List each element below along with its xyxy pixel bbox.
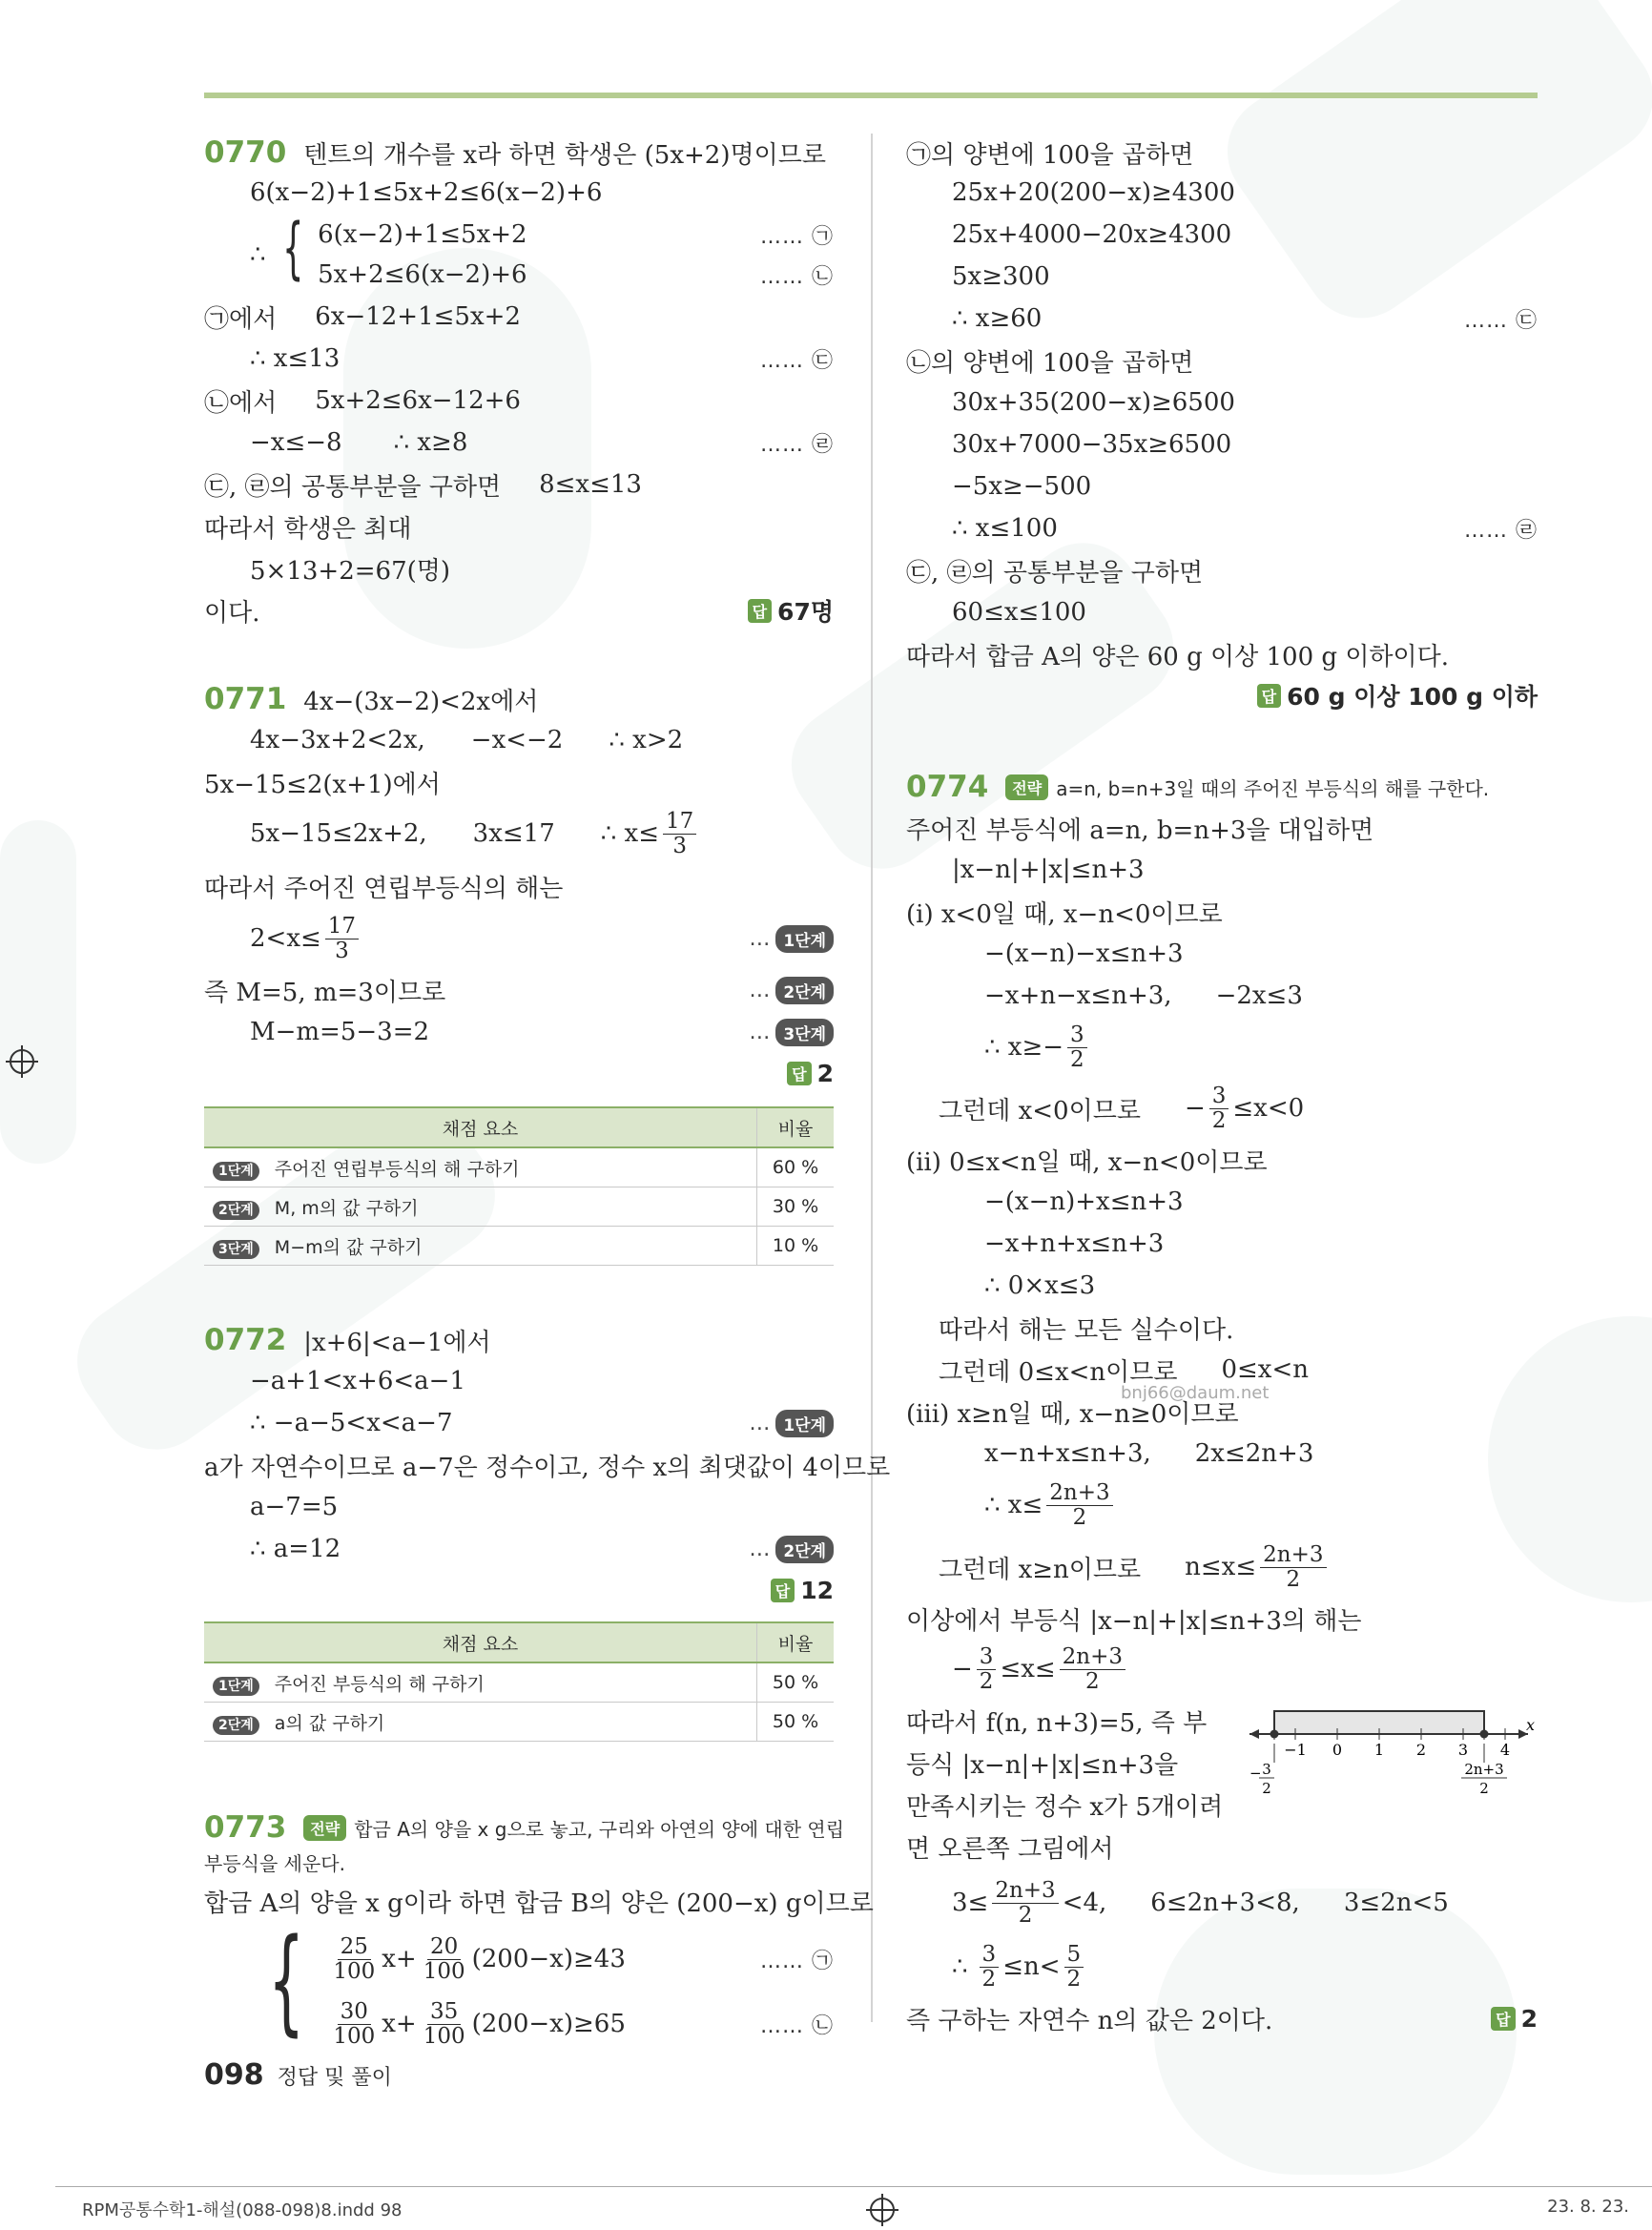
math-line: 25x+20(200−x)≥4300 (952, 178, 1235, 207)
text-line: 주어진 부등식에 a=n, b=n+3을 대입하면 (906, 816, 1374, 845)
step-badge: 1단계 (775, 925, 834, 953)
fraction: $\frac{17}{3}$ (663, 810, 696, 857)
math-line: ∴ (952, 1952, 968, 1981)
math-line: 4x−3x+2<2x, (250, 726, 425, 754)
math-line: − (1184, 1094, 1206, 1123)
table-cell: 10 % (757, 1227, 835, 1266)
text-line: 그런데 0≤x<n이므로 (939, 1357, 1178, 1387)
problem-0773 (204, 1808, 874, 2058)
problem-number: 0772 (204, 1323, 287, 1357)
text-line: 만족시키는 정수 x가 5개이려 (906, 1792, 1224, 1822)
math-line: −x≤−8 (250, 428, 342, 457)
text-line: 텐트의 개수를 x라 하면 학생은 (5x+2)명이므로 (303, 140, 826, 170)
fraction: $\frac{17}{3}$ (325, 915, 359, 961)
table-cell: 50 % (757, 1662, 835, 1703)
math-line: 30x+35(200−x)≥6500 (952, 388, 1235, 417)
table-header: 채점 요소 (204, 1622, 757, 1662)
system-brace: { $\frac{25}{100}$ x+ $\frac{20}{100}$ (200−x)≥43 …… ㉠ $\frac{30}{100}$ x+ $\frac{35}{100}$ (200−x)≥65 …… ㉡ (268, 1915, 834, 2049)
therefore-symbol: ∴ (250, 240, 266, 269)
math-line: 3≤2n<5 (1343, 1889, 1449, 1917)
problem-number: 0770 (204, 135, 287, 170)
axis-label: x (1526, 1716, 1536, 1734)
table-cell: 주어진 연립부등식의 해 구하기 (274, 1158, 520, 1180)
right-num: 2n+3 (1464, 1761, 1504, 1778)
step-badge: 2단계 (775, 1536, 834, 1563)
step-marker: … 3단계 (749, 1019, 834, 1046)
eq-tag: …… ㉢ (1464, 308, 1538, 333)
tick-label: 1 (1373, 1741, 1385, 1759)
step-badge: 1단계 (213, 1162, 259, 1181)
math-line: ∴ x≥60 (952, 304, 1043, 333)
math-line: 5x+2≤6x−12+6 (315, 386, 521, 415)
registration-mark (870, 2198, 895, 2222)
math-line: 60≤x≤100 (952, 598, 1086, 627)
math-line: ∴ −a−5<x<a−7 (250, 1409, 453, 1437)
tick-label: 3 (1457, 1741, 1469, 1759)
print-date: 23. 8. 23. (1547, 2197, 1629, 2217)
math-line: ∴ x≥− (984, 1033, 1064, 1062)
math-line: ∴ x≤ (984, 1491, 1043, 1519)
math-line: x−n+x≤n+3, (984, 1439, 1151, 1468)
math-line: ≤n< (1002, 1952, 1061, 1981)
problem-0771 (204, 679, 834, 1258)
text-line: 따라서 f(n, n+3)=5, 즉 부 (906, 1708, 1208, 1738)
answer (748, 593, 834, 628)
answer-value: 67명 (777, 598, 834, 626)
table-cell: M, m의 값 구하기 (274, 1197, 419, 1219)
text-line: ㉡에서 (204, 388, 278, 418)
text-line: 따라서 학생은 최대 (204, 514, 412, 544)
left-sign: − (1249, 1765, 1262, 1782)
math-line: 5x≥300 (952, 262, 1050, 291)
column-divider (871, 134, 873, 2022)
text-line: 등식 |x−n|+|x|≤n+3을 (906, 1750, 1179, 1780)
math-line: 8≤x≤13 (539, 470, 642, 499)
eq-tag: …… ㉠ (760, 1949, 834, 1973)
math-line: a−7=5 (250, 1493, 339, 1521)
math-line: M−m=5−3=2 (250, 1018, 430, 1046)
step-badge: 3단계 (775, 1019, 834, 1046)
eq-tag: …… ㉠ (760, 224, 834, 249)
tick-label: 4 (1499, 1741, 1511, 1759)
step-marker: … 1단계 (749, 925, 834, 953)
math-line: ∴ x≤13 (250, 344, 341, 373)
right-den: 2 (1479, 1780, 1489, 1797)
answer-value: 60 g 이상 100 g 이하 (1287, 683, 1538, 711)
math-line: |x−n|+|x|≤n+3 (952, 856, 1145, 884)
answer-value: 2 (816, 1059, 834, 1087)
step-badge: 3단계 (213, 1240, 259, 1259)
answer-icon: 답 (787, 1062, 811, 1085)
problem-0774: 0774 전략 a=n, b=n+3일 때의 주어진 부등식의 해를 구한다. 주어진 부등식에 a=n, b=n+3을 대입하면 |x−n|+|x|≤n+3 (ⅰ) x<0일 때, x−n<0이므로 −(x−n)−x≤n+3 −x+n−x≤n+3, −2x≤3 ∴ x≥− $\frac{3}{2}$ 그런데 x<0이므로 − $\frac{3}{2}$ ≤x<0 (ⅱ) 0≤x<n일 때, x−n<0이므로 −(x−n)+x≤n+3 −x+n+x≤n+3 ∴ 0×x≤3 따라서 해는 모든 실수이다. 그런데 0≤x<n이므로 0≤x<n (ⅲ) x≥n일 때, x−n≥0이므로 x−n+x≤n+3, 2x≤2n+3 ∴ x≤ $\frac{2n+3}{2}$ 그런데 x≥n이므로 n≤x≤ $\frac{2n+3}{2}$ 이상에서 부등식 |x−n|+|x|≤n+3의 해는 − $\frac{3}{2}$ ≤x≤ $\frac{2n+3}{2}$ 따라서 f(n, n+3)=5, 즉 부 등식 |x−n|+|x|≤n+3을 만족시키는 정수 x가 5개이려 면 오른쪽 그림에서 3≤ $\frac{2n+3}{2}$ <4, 6≤2n+3<8, 3≤2n<5 ∴ $\frac{3}{2}$ ≤n< $\frac{5}{2}$ 즉 구하는 자연수 n의 값은 2이다. 답 2 (906, 770, 1538, 2035)
step-badge: 2단계 (775, 977, 834, 1004)
math-line: 6(x−2)+1≤5x+2 (318, 220, 527, 249)
math-line: ∴ x≤100 (952, 514, 1058, 543)
text-line: 즉 구하는 자연수 n의 값은 2이다. (906, 2006, 1273, 2035)
text-line: ㉡의 양변에 100을 곱하면 (906, 348, 1194, 378)
page-number: 098 (204, 2058, 264, 2092)
table-row (204, 1187, 834, 1227)
math-line: 4x−(3x−2)<2x에서 (303, 687, 539, 716)
table-row (204, 1147, 834, 1187)
text-line: 면 오른쪽 그림에서 (906, 1834, 1114, 1864)
answer-icon: 답 (748, 599, 772, 623)
math-line: 즉 M=5, m=3이므로 (204, 978, 446, 1007)
table-header: 채점 요소 (204, 1107, 757, 1147)
answer (787, 1060, 834, 1087)
eq-tag: …… ㉣ (1464, 518, 1538, 543)
table-row (204, 1227, 834, 1266)
step-badge: 1단계 (775, 1410, 834, 1437)
header-rule (204, 93, 1538, 98)
problem-0773-cont (906, 134, 1538, 715)
table-header: 비율 (757, 1107, 835, 1147)
text-line: a가 자연수이므로 a−7은 정수이고, 정수 x의 최댓값이 4이므로 (204, 1453, 891, 1482)
answer-icon: 답 (1257, 684, 1281, 708)
number-line-figure (1240, 1705, 1538, 1805)
score-table (204, 1621, 834, 1742)
tick-label: 0 (1332, 1741, 1343, 1759)
answer-value: 12 (800, 1576, 834, 1604)
registration-mark (10, 1049, 34, 1074)
text-line: (ⅱ) 0≤x<n일 때, x−n<0이므로 (906, 1147, 1268, 1177)
text-line: 따라서 해는 모든 실수이다. (939, 1315, 1234, 1345)
left-den: 2 (1262, 1780, 1271, 1797)
text-line: (ⅲ) x≥n일 때, x−n≥0이므로 (906, 1399, 1239, 1429)
math-line: ≤x<0 (1232, 1094, 1305, 1123)
system-brace: { 6(x−2)+1≤5x+2 …… ㉠ 5x+2≤6(x−2)+6 …… ㉡ (281, 209, 834, 289)
text-line: ㉠에서 (204, 304, 278, 334)
math-line: 5×13+2=67(명) (250, 556, 451, 586)
math-line: − (952, 1655, 973, 1683)
table-row (204, 1662, 834, 1703)
print-line (55, 2186, 1652, 2187)
answer-icon: 답 (771, 1579, 795, 1602)
strategy-badge: 전략 (303, 1815, 346, 1841)
left-endpoint (1270, 1730, 1279, 1739)
score-table-wrap (204, 1610, 834, 1734)
step-badge: 2단계 (213, 1201, 259, 1220)
step-marker: … 2단계 (749, 977, 834, 1004)
step-marker: … 2단계 (749, 1536, 834, 1563)
text-line: 따라서 합금 A의 양은 60 g 이상 100 g 이하이다. (906, 642, 1450, 671)
score-table-wrap (204, 1093, 834, 1258)
eq-tag: …… ㉡ (760, 2013, 834, 2038)
table-cell: 50 % (757, 1703, 835, 1742)
watermark-email: bnj66@daum.net (1121, 1383, 1270, 1403)
math-line: −2x≤3 (1215, 981, 1303, 1010)
strategy-badge: 전략 (1005, 774, 1048, 800)
math-line: n≤x≤ (1185, 1553, 1257, 1581)
math-line: 5x−15≤2x+2, (250, 819, 427, 848)
page-title: 정답 및 풀이 (277, 2066, 392, 2090)
answer (1257, 678, 1538, 712)
number-line (1240, 1705, 1538, 1801)
text-line: 그런데 x≥n이므로 (939, 1555, 1142, 1584)
text-line: 이다. (204, 598, 260, 628)
strategy-text: a=n, b=n+3일 때의 주어진 부등식의 해를 구한다. (1056, 776, 1490, 800)
table-cell: a의 값 구하기 (274, 1712, 385, 1734)
math-line: ∴ a=12 (250, 1535, 341, 1563)
math-line: −a+1<x+6<a−1 (250, 1367, 466, 1395)
table-header: 비율 (757, 1622, 835, 1662)
math-line: ∴ x≥8 (393, 428, 468, 457)
strategy-text: 합금 A의 양을 x g으로 놓고, 구리와 아연의 양에 대한 연립 (354, 1817, 845, 1841)
table-row (204, 1703, 834, 1742)
text-line: ㉢, ㉣의 공통부분을 구하면 (204, 472, 502, 502)
file-info: RPM공통수학1-해설(088-098)8.indd 98 (82, 2200, 403, 2220)
score-table (204, 1106, 834, 1266)
math-line: ∴ 0×x≤3 (984, 1271, 1096, 1300)
math-line: 2<x≤ (250, 924, 321, 953)
math-line: 30x+7000−35x≥6500 (952, 430, 1232, 459)
math-line: 5x−15≤2(x+1)에서 (204, 770, 441, 799)
text-line: 그런데 x<0이므로 (939, 1096, 1141, 1125)
page-footer (204, 2058, 392, 2092)
step-badge: 1단계 (213, 1677, 259, 1696)
math-line: −(x−n)−x≤n+3 (984, 939, 1184, 968)
step-badge: 2단계 (213, 1716, 259, 1735)
math-line: ≤x≤ (1000, 1655, 1056, 1683)
math-line: |x+6|<a−1에서 (303, 1328, 491, 1357)
math-line: 6≤2n+3<8, (1150, 1889, 1300, 1917)
right-endpoint (1480, 1730, 1489, 1739)
answer-icon: 답 (1491, 2007, 1515, 2031)
problem-number: 0774 (906, 770, 989, 804)
math-line: ∴ x>2 (609, 726, 684, 754)
math-line: 5x+2≤6(x−2)+6 (318, 260, 527, 289)
math-line: 25x+4000−20x≥4300 (952, 220, 1232, 249)
math-line: 6x−12+1≤5x+2 (315, 302, 521, 331)
strategy-text: 부등식을 세운다. (204, 1851, 345, 1875)
table-cell: 60 % (757, 1147, 835, 1187)
left-num: 3 (1262, 1761, 1271, 1778)
text-line: 이상에서 부등식 |x−n|+|x|≤n+3의 해는 (906, 1606, 1362, 1636)
problem-0770 (204, 134, 834, 631)
answer (771, 1577, 834, 1604)
text-line: ㉠의 양변에 100을 곱하면 (906, 140, 1194, 170)
table-cell: 30 % (757, 1187, 835, 1227)
text-line: 합금 A의 양을 x g이라 하면 합금 B의 양은 (200−x) g이므로 (204, 1889, 874, 1918)
math-line: −x+n+x≤n+3 (984, 1229, 1165, 1258)
text-line: ㉢, ㉣의 공통부분을 구하면 (906, 558, 1204, 588)
eq-tag: …… ㉡ (760, 264, 834, 289)
math-line: 3x≤17 (472, 819, 555, 848)
problem-number: 0773 (204, 1810, 287, 1845)
watermark-shape (0, 820, 76, 1164)
math-line: ∴ x≤ (600, 819, 659, 848)
math-line: −x+n−x≤n+3, (984, 981, 1172, 1010)
tick-label: −1 (1284, 1741, 1307, 1759)
math-line: 0≤x<n (1221, 1355, 1310, 1384)
problem-0772 (204, 1320, 891, 1734)
math-line: −(x−n)+x≤n+3 (984, 1187, 1184, 1216)
tick-label: 2 (1415, 1741, 1427, 1759)
math-line: −x<−2 (470, 726, 564, 754)
text-line: 따라서 주어진 연립부등식의 해는 (204, 874, 564, 903)
eq-tag: …… ㉢ (760, 348, 834, 373)
step-marker: … 1단계 (749, 1410, 834, 1437)
table-cell: 주어진 부등식의 해 구하기 (274, 1673, 485, 1695)
math-line: 3≤ (952, 1889, 989, 1917)
math-line: <4, (1062, 1889, 1107, 1917)
math-line: 6(x−2)+1≤5x+2≤6(x−2)+6 (250, 178, 603, 207)
answer-value: 2 (1520, 2004, 1538, 2033)
problem-number: 0771 (204, 682, 287, 716)
eq-tag: …… ㉣ (760, 432, 834, 457)
table-cell: M−m의 값 구하기 (274, 1236, 423, 1258)
math-line: 2x≤2n+3 (1194, 1439, 1314, 1468)
answer (1491, 2005, 1538, 2033)
math-line: −5x≥−500 (952, 472, 1092, 501)
text-line: (ⅰ) x<0일 때, x−n<0이므로 (906, 899, 1223, 929)
